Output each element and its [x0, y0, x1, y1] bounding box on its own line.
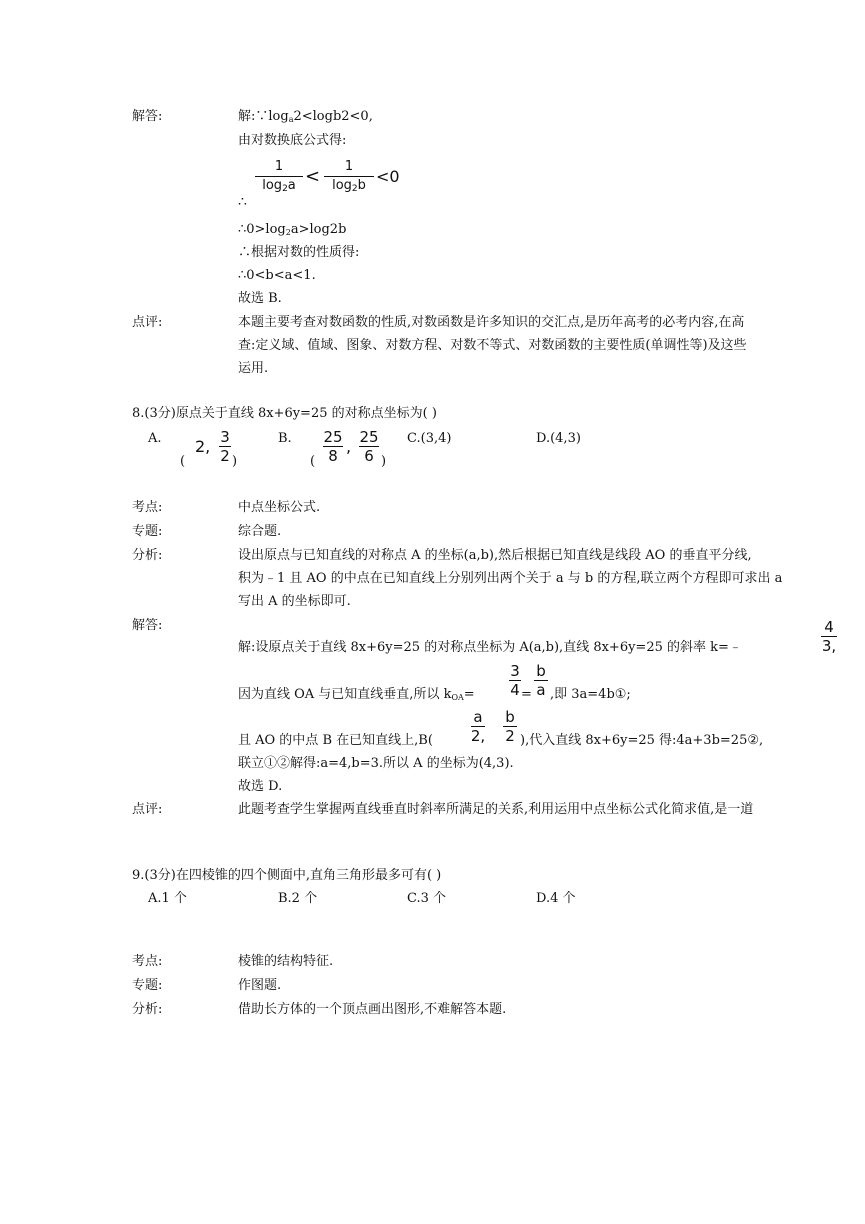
less-than-sign: < — [305, 166, 321, 187]
q8-answer-line-2-tail: ,即 3a=4b①; — [550, 687, 631, 702]
q8-answer-line-2: 因为直线 OA 与已知直线垂直,所以 $k_{OA}=$ — [238, 687, 475, 702]
q8-slope-fraction: 4 3, — [821, 618, 837, 655]
q8-analysis-line-1: 设出原点与已知直线的对称点 A 的坐标(a,b),然后根据已知直线是线段 AO 的垂直平分线, — [238, 548, 752, 563]
q8-fraction-b-a: b a — [533, 662, 549, 699]
analysis-label: 分析: — [132, 1002, 163, 1017]
therefore-symbol: ∴ — [238, 194, 247, 210]
q8-option-b-paren-right: ) — [381, 454, 387, 469]
q8-answer-line-3: 且 AO 的中点 B 在已知直线上,B( — [238, 733, 433, 748]
topic-label: 专题: — [132, 524, 163, 539]
q8-equals: = — [521, 687, 532, 702]
topic-label: 专题: — [132, 978, 163, 993]
fraction-1-over-log2a: 1 $\log_2a$ — [254, 158, 304, 198]
q8-option-a-paren-left: ( — [180, 454, 186, 469]
q9-stem: 9.(3分)在四棱锥的四个侧面中,直角三角形最多可有( ) — [132, 868, 442, 883]
q9-option-c: C.3 个 — [407, 891, 447, 906]
q7-comment-line-1: 本题主要考查对数函数的性质,对数函数是许多知识的交汇点,是历年高考的必考内容,在高 — [238, 315, 745, 330]
comment-label: 点评: — [132, 802, 163, 817]
q9-option-a: A.1 个 — [148, 891, 187, 906]
q8-stem: 8.(3分)原点关于直线 8x+6y=25 的对称点坐标为( ) — [132, 406, 437, 421]
q9-option-d: D.4 个 — [536, 891, 576, 906]
q9-option-b: B.2 个 — [278, 891, 318, 906]
q7-answer-line-4: $\therefore 0>\log_2a>\log 2b$ — [238, 222, 347, 237]
q7-answer-line-7: 故选 B. — [238, 291, 282, 306]
q8-option-b-fraction-2: 25 6 — [359, 428, 379, 465]
q8-point: 中点坐标公式. — [238, 500, 321, 515]
point-label: 考点: — [132, 500, 163, 515]
q8-analysis-line-3: 写出 A 的坐标即可. — [238, 594, 351, 609]
q9-analysis: 借助长方体的一个顶点画出图形,不难解答本题. — [238, 1002, 507, 1017]
q8-answer-line-5: 故选 D. — [238, 779, 283, 794]
q8-answer-line-4: 联立①②解得:a=4,b=3.所以 A 的坐标为(4,3). — [238, 756, 514, 771]
q7-answer-line-6: ∴0<b<a<1. — [238, 268, 316, 283]
q8-fraction-a-2: a 2, — [470, 708, 486, 745]
q8-option-a-fraction: 3 2 — [220, 428, 230, 465]
q7-comment-line-2: 查:定义域、值域、图象、对数方程、对数不等式、对数函数的主要性质(单调性等)及这些 — [238, 338, 747, 353]
q8-option-a-paren-right: ) — [232, 454, 238, 469]
q8-fraction-b-2: b 2 — [502, 708, 518, 745]
q7-answer-line-2: 由对数换底公式得: — [238, 133, 347, 148]
q8-option-c: C.(3,4) — [407, 431, 452, 446]
q8-answer-line-3-tail: ),代入直线 8x+6y=25 得:4a+3b=25②, — [520, 733, 764, 748]
q8-option-d: D.(4,3) — [536, 431, 581, 446]
comment-label: 点评: — [132, 315, 163, 330]
q8-answer-line-1: 解:设原点关于直线 8x+6y=25 的对称点坐标为 A(a,b),直线 8x+6y=25 的斜率 k=﹣ — [238, 640, 742, 655]
answer-label: 解答: — [132, 109, 163, 124]
point-label: 考点: — [132, 954, 163, 969]
q7-comment-line-3: 运用. — [238, 361, 269, 376]
q8-analysis-line-2: 积为﹣1 且 AO 的中点在已知直线上分别列出两个关于 a 与 b 的方程,联立两个方程即可求出 a — [238, 571, 783, 586]
q8-option-b-fraction-1: 25 8 — [323, 428, 343, 465]
q8-option-b-paren-left: ( — [310, 454, 316, 469]
answer-label: 解答: — [132, 618, 163, 633]
q8-option-a-x: 2, — [195, 437, 211, 456]
fraction-1-over-log2b: 1 $\log_2b$ — [323, 158, 375, 198]
q8-option-a-label: A. — [148, 431, 162, 446]
q8-topic: 综合题. — [238, 524, 282, 539]
q7-answer-line-5: ∴根据对数的性质得: — [238, 245, 360, 260]
q8-comment: 此题考查学生掌握两直线垂直时斜率所满足的关系,利用运用中点坐标公式化简求值,是一道 — [238, 802, 754, 817]
q8-option-b-comma: , — [346, 437, 352, 456]
analysis-label: 分析: — [132, 548, 163, 563]
q9-point: 棱锥的结构特征. — [238, 954, 334, 969]
q8-fraction-3-4: 3 4 — [510, 662, 520, 699]
less-than-zero: <0 — [376, 167, 400, 186]
q8-option-b-label: B. — [278, 431, 292, 446]
q7-answer-line-1: 解$:\because\log_a2<\log b2<0$, — [238, 109, 373, 124]
q9-topic: 作图题. — [238, 978, 282, 993]
